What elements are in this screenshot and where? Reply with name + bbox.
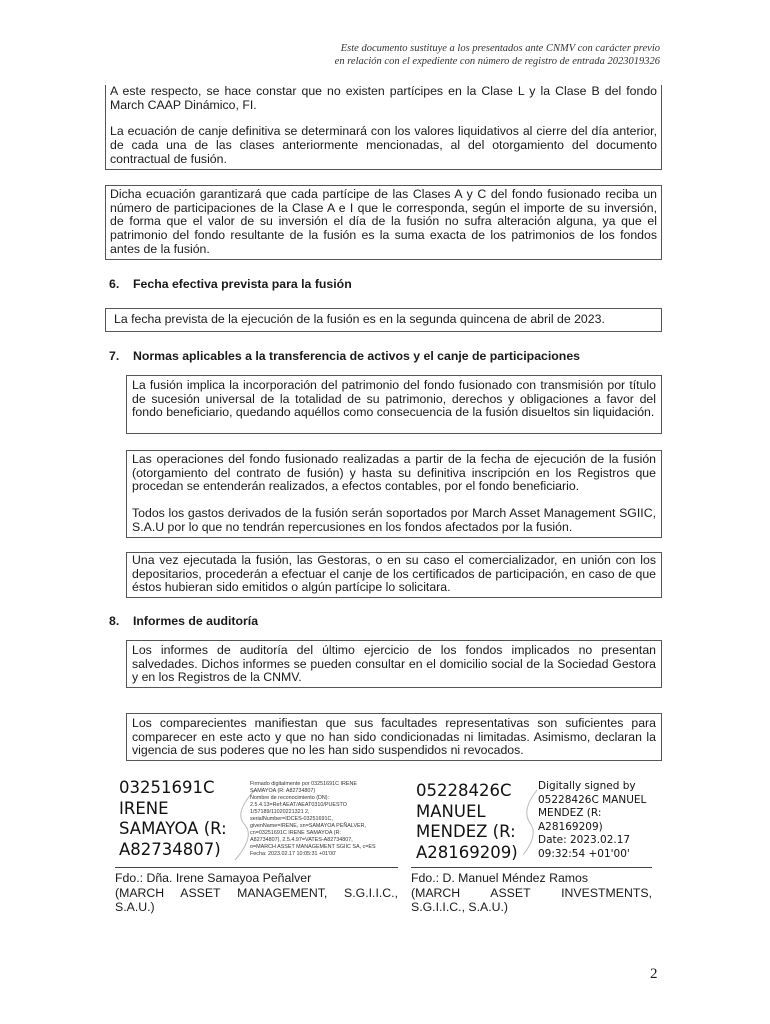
right-signatory-caption xyxy=(411,871,652,915)
header-line-1: Este documento sustituye a los presentados ante CNMV con carácter previo xyxy=(340,43,660,54)
section-number: 7. xyxy=(109,349,120,363)
signature-detail-line: 1/57189/11020221321 2, xyxy=(250,809,310,816)
left-signatory-company: (MARCH ASSET MANAGEMENT, S.G.I.I.C., S.A.U.) xyxy=(115,885,398,914)
section-heading-7 xyxy=(109,349,580,363)
section-heading-6 xyxy=(109,277,352,291)
signature-detail-line: A82734807), 2.5.4.97=VATES-A82734807, xyxy=(250,837,353,844)
signature-line: IRENE xyxy=(119,798,169,818)
signature-line: SAMAYOA (R: xyxy=(119,819,227,838)
text-box-powers-declaration xyxy=(126,713,662,761)
right-digital-signature-details xyxy=(538,780,646,861)
right-signature-rule xyxy=(411,867,652,868)
signature-line: MANUEL xyxy=(416,801,486,821)
signature-detail-line: MENDEZ (R: xyxy=(538,807,602,819)
signature-detail-line: Fecha: 2023.02.17 10:05:31 +01'00' xyxy=(250,851,337,858)
signature-detail-line: 05228426C MANUEL xyxy=(538,793,647,806)
signature-detail-line: 2.5.4.13=Ref:AEAT/AEAT0310/PUESTO xyxy=(250,802,347,809)
paragraph-no-participants: A este respecto, se hace constar que no existen partícipes en la Clase L y la Clase B del fondo March CAAP Dinámico, FI. xyxy=(110,84,657,112)
document-header-note xyxy=(240,42,660,68)
page-number: 2 xyxy=(650,966,658,982)
paragraph-powers-declaration: Los comparecientes manifiestan que sus facultades representativas son suficientes para comparecer en este acto y que no han sido condicionadas ni limitadas. Asimismo, declaran la vigencia de sus poderes que no les han sido suspendidos ni revocados. xyxy=(132,716,656,758)
section-title: Informes de auditoría xyxy=(133,614,259,628)
signature-detail-line: Nombre de reconocimiento (DN): xyxy=(250,795,330,802)
signature-detail-line: o=MARCH ASSET MANAGEMENT SGIIC SA, c=ES xyxy=(250,844,376,851)
text-box-audit-reports xyxy=(126,640,662,688)
left-signature-rule xyxy=(115,867,398,868)
section-heading-8 xyxy=(109,614,258,628)
signature-detail-line: Firmado digitalmente por 03251691C IRENE xyxy=(250,781,357,787)
paragraph-audit-reports: Los informes de auditoría del último ejercicio de los fondos implicados no presentan salvedades. Dichos informes se pueden consultar en el domicilio social de la Sociedad Gestora y en los Registros de la CNMV. xyxy=(132,643,656,685)
signature-detail-line: Date: 2023.02.17 xyxy=(538,834,631,846)
signature-detail-line: 09:32:54 +01'00' xyxy=(538,847,630,860)
section-title: Fecha efectiva prevista para la fusión xyxy=(133,277,352,291)
signature-detail-line: SAMAYOA (R: A82734807) xyxy=(250,788,316,795)
section-number: 8. xyxy=(109,614,120,628)
left-signatory-caption xyxy=(115,871,398,915)
signature-line: A82734807) xyxy=(119,839,221,859)
signature-line: 05228426C xyxy=(416,781,512,800)
signature-line: A28169209) xyxy=(416,842,518,862)
signature-detail-line: Digitally signed by xyxy=(538,780,636,792)
left-digital-signature-details xyxy=(250,781,400,859)
text-box-merger-transmission xyxy=(126,375,662,434)
paragraph-equation-guarantee: Dicha ecuación garantizará que cada partícipe de las Clases A y C del fondo fusionado reciba un número de participaciones de la Clase A e I que le corresponda, según el importe de su inversión, de forma que el valor de su inversión el día de la fusión no sufra alteración alguna, ya que el patrimonio del fondo resultante de la fusión es la suma exacta de los patrimonios de los fondos antes de la fusión. xyxy=(110,187,657,256)
signature-detail-line: cn=03251691C IRENE SAMAYOA (R: xyxy=(250,830,341,837)
section-title: Normas aplicables a la transferencia de activos y el canje de participaciones xyxy=(133,349,580,363)
right-signature-name-block xyxy=(416,781,518,863)
text-box-operations-and-costs xyxy=(126,450,662,538)
signature-detail-line: A28169209) xyxy=(538,820,603,833)
text-box-exchange-equation xyxy=(105,85,662,170)
paragraph-exchange-equation: La ecuación de canje definitiva se determinará con los valores liquidativos al cierre del día anterior, de cada una de las clases anteriormente mencionadas, al del otorgamiento del documento contractual de fusión. xyxy=(110,124,657,166)
text-box-equation-guarantee xyxy=(105,185,662,260)
section-number: 6. xyxy=(109,277,120,291)
paragraph-certificate-exchange: Una vez ejecutada la fusión, las Gestoras, o en su caso el comercializador, en unión con los depositarios, procederán a efectuar el canje de los certificados de participación, en caso de que éstos hubieran sido emitidos o algún partícipe lo solicitara. xyxy=(132,553,656,595)
signature-detail-line: serialNumber=IDCES-03251691C, xyxy=(250,816,333,823)
signature-line: MENDEZ (R: xyxy=(416,822,516,841)
signature-line: 03251691C xyxy=(119,778,215,797)
signature-detail-line: givenName=IRENE, sn=SAMAYOA PEÑALVER, xyxy=(250,823,367,830)
paragraph-costs: Todos los gastos derivados de la fusión serán soportados por March Asset Management SGIIC, S.A.U por lo que no tendrán repercusiones en los fondos afectados por la fusión. xyxy=(132,506,656,534)
text-box-certificate-exchange xyxy=(126,552,662,598)
header-line-2: en relación con el expediente con número de registro de entrada 2023019326 xyxy=(334,56,660,67)
right-signatory-company: (MARCH ASSET INVESTMENTS, S.G.I.I.C., S.A.U.) xyxy=(411,885,652,914)
right-signatory-name: Fdo.: D. Manuel Méndez Ramos xyxy=(411,871,589,885)
paragraph-merger-transmission: La fusión implica la incorporación del patrimonio del fondo fusionado con transmisión por título de sucesión universal de la totalidad de su patrimonio, derechos y obligaciones a favor del fondo beneficiario, quedando aquéllos como consecuencia de la fusión disueltos sin liquidación. xyxy=(132,378,656,420)
paragraph-operations: Las operaciones del fondo fusionado realizadas a partir de la fecha de ejecución de la fusión (otorgamiento del contrato de fusión) y hasta su definitiva inscripción en los Registros que procedan se entenderán realizados, a efectos contables, por el fondo beneficiario. xyxy=(132,452,656,494)
left-signature-name-block xyxy=(119,778,227,860)
text-box-effective-date xyxy=(105,308,662,332)
left-signatory-name: Fdo.: Dña. Irene Samayoa Peñalver xyxy=(115,871,312,885)
paragraph-effective-date: La fecha prevista de la ejecución de la fusión es en la segunda quincena de abril de 2023. xyxy=(114,312,605,326)
